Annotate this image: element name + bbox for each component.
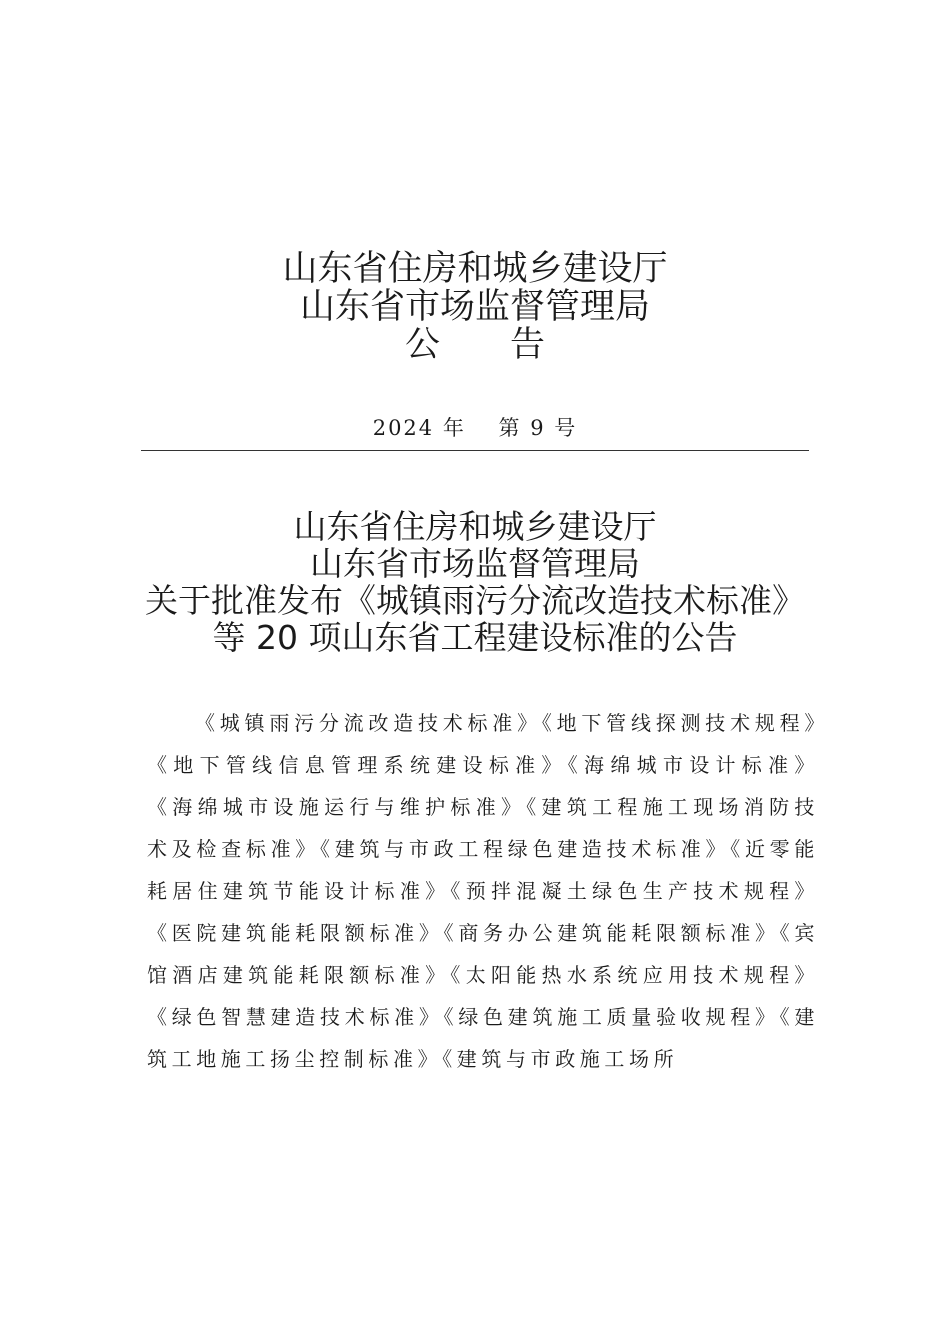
document-type-right: 告	[510, 325, 546, 365]
issue-number-prefix: 第	[498, 416, 522, 440]
title-line-1: 山东省住房和城乡建设厅	[293, 507, 657, 546]
document-type	[0, 326, 950, 364]
issue-number-suffix: 号	[554, 416, 578, 440]
announcement-title	[0, 508, 950, 656]
body-paragraph: 《城镇雨污分流改造技术标准》《地下管线探测技术规程》《地下管线信息管理系统建设标准》《海绵城市设计标准》 《海绵城市设施运行与维护标准》《建筑工程施工现场消防技术及检查标准》《建筑与市政工程绿色建造技术标准》《近零能耗居住建筑节能设计标准》《预拌混凝土绿色生产技术规程》《医院建筑能耗限额标准》《商务办公建筑能耗限额标准》《宾馆酒店建筑能耗限额标准》《太阳能热水系统应用技术规程》《绿色智慧建造技术标准》《绿色建筑施工质量验收规程》《建筑工地施工扬尘控制标准》《建筑与市政施工场所	[147, 711, 819, 1071]
document-type-left: 公	[404, 325, 440, 365]
issue-number: 9	[530, 416, 546, 440]
issuer-name-2: 山东省市场监督管理局	[299, 287, 650, 327]
title-line-2: 山东省市场监督管理局	[310, 544, 640, 583]
title-line-3: 关于批准发布《城镇雨污分流改造技术标准》	[145, 581, 805, 620]
title-line-4: 等 20 项山东省工程建设标准的公告	[212, 618, 738, 657]
issue-year-label: 年	[442, 416, 466, 440]
issue-number-line	[0, 414, 950, 442]
issuer-name-1: 山东省住房和城乡建设厅	[282, 249, 668, 289]
header-divider	[141, 450, 809, 451]
issue-year: 2024	[372, 416, 435, 440]
document-header	[0, 250, 950, 364]
